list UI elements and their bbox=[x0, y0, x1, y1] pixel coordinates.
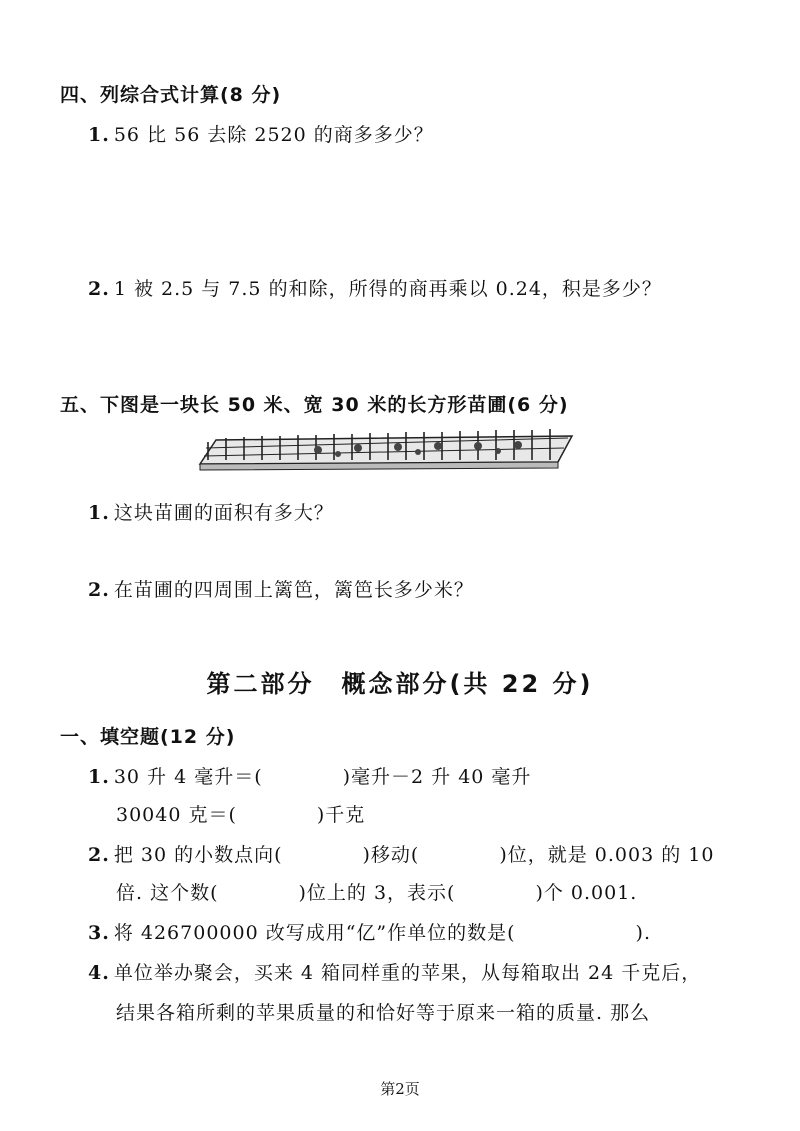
fill-question-4-line-2: 结果各箱所剩的苹果质量的和恰好等于原来一箱的质量. 那么 bbox=[116, 1002, 651, 1024]
nursery-fence-illustration bbox=[198, 426, 578, 472]
fill-section-title: 一、填空题(12 分) bbox=[60, 726, 236, 748]
question-text: 将 426700000 改写成用“亿”作单位的数是( ). bbox=[113, 922, 652, 944]
question-5-2 bbox=[88, 575, 474, 602]
question-number: 4. bbox=[88, 962, 110, 984]
question-number: 1. bbox=[88, 766, 110, 788]
question-4-1 bbox=[88, 120, 434, 147]
page-number: 第2页 bbox=[380, 1080, 420, 1098]
section-5-title: 五、下图是一块长 50 米、宽 30 米的长方形苗圃(6 分) bbox=[60, 394, 569, 416]
fill-question-3 bbox=[88, 918, 651, 945]
question-4-2 bbox=[88, 274, 662, 301]
fill-question-1-line-2: 30040 克＝( )千克 bbox=[116, 804, 366, 826]
fill-question-4-line-1 bbox=[88, 958, 701, 985]
question-number: 1. bbox=[88, 124, 110, 146]
question-text: 30 升 4 毫升＝( )毫升－2 升 40 毫升 bbox=[113, 766, 532, 788]
question-number: 2. bbox=[88, 278, 110, 300]
question-text: 56 比 56 去除 2520 的商多多少？ bbox=[113, 124, 434, 146]
fill-question-2-line-2: 倍. 这个数( )位上的 3，表示( )个 0.001. bbox=[116, 882, 638, 904]
question-text: 在苗圃的四周围上篱笆，篱笆长多少米？ bbox=[113, 579, 474, 601]
question-number: 3. bbox=[88, 922, 110, 944]
question-text: 1 被 2.5 与 7.5 的和除，所得的商再乘以 0.24，积是多少？ bbox=[113, 278, 662, 300]
question-text: 把 30 的小数点向( )移动( )位，就是 0.003 的 10 bbox=[113, 844, 715, 866]
fill-question-1-line-1 bbox=[88, 762, 531, 789]
part-2-title: 第二部分 概念部分(共 22 分) bbox=[206, 670, 594, 698]
fill-question-2-line-1 bbox=[88, 840, 714, 867]
section-4-title: 四、列综合式计算(8 分) bbox=[60, 84, 282, 106]
question-text: 单位举办聚会，买来 4 箱同样重的苹果，从每箱取出 24 千克后， bbox=[113, 962, 702, 984]
question-number: 1. bbox=[88, 502, 110, 524]
question-text: 这块苗圃的面积有多大？ bbox=[113, 502, 334, 524]
question-5-1 bbox=[88, 498, 334, 525]
question-number: 2. bbox=[88, 844, 110, 866]
question-number: 2. bbox=[88, 579, 110, 601]
